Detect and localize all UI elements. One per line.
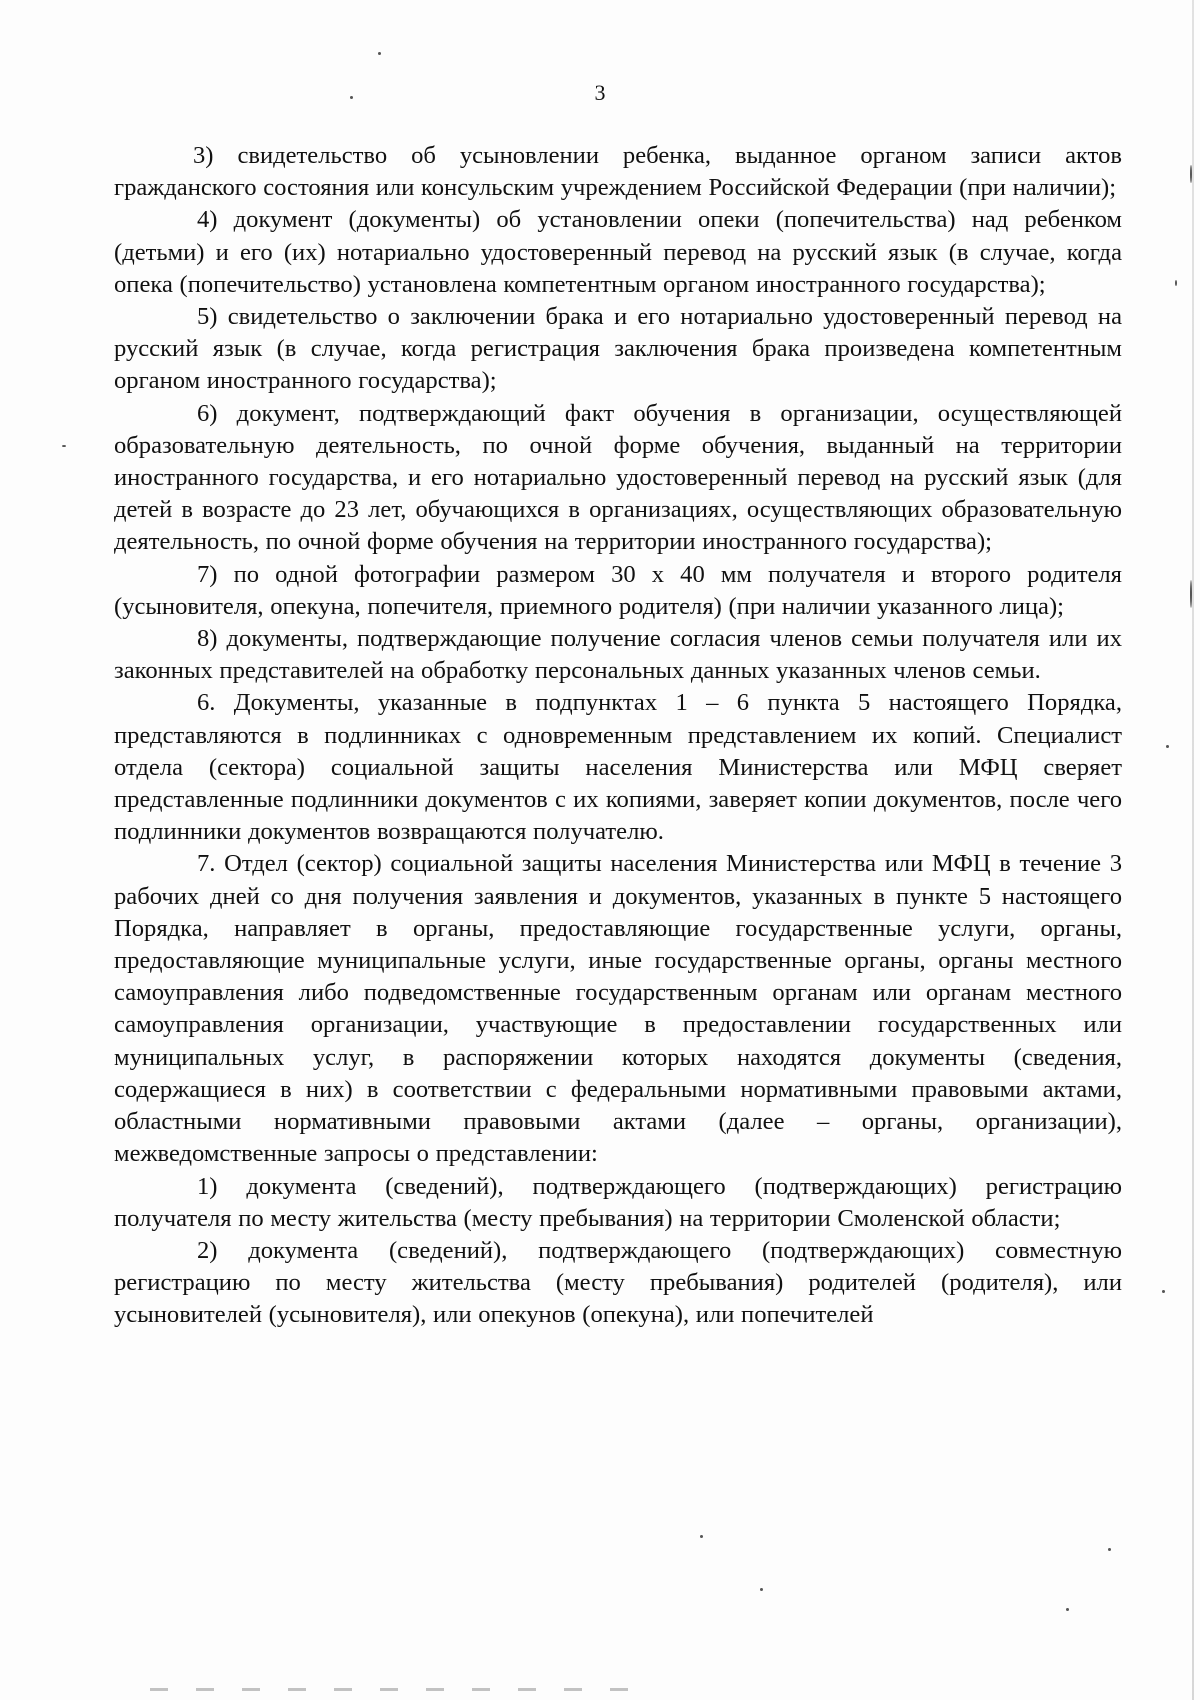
scan-edge-artifact [1192,0,1194,1700]
scan-speck [1066,1608,1069,1611]
scan-speck [1162,1290,1165,1293]
page-number: 3 [594,80,606,105]
paragraph-clause-7: 7. Отдел (сектор) социальной защиты населения Министерства или МФЦ в течение 3 рабочих дней со дня получения заявления и документов, указанных в пункте 5 настоящего Порядка, направляет в органы, предоставляющие государственные услуги, органы, предоставляющие муниципальные услуги, иные государственные органы, органы местного самоуправления либо подведомственные государственным органам или органам местного самоуправления организации, участвующие в предоставлении государственных или муниципальных услуг, в распоряжении которых находятся документы (сведения, содержащиеся в них) в соответствии с федеральными нормативными правовыми актами, областными нормативными правовыми актами (далее – органы, организации), межведомственные запросы о представлении: [114,850,1122,1168]
document-body [114,140,1122,1332]
paragraph-clause-6: 6. Документы, указанные в подпунктах 1 – 6 пункта 5 настоящего Порядка, представляются в подлинниках с одновременным представлением их копий. Специалист отдела (сектора) социальной защиты населения Министерства или МФЦ сверяет представленные подлинники документов с их копиями, заверяет копии документов, после чего подлинники документов возвращаются получателю. [114,689,1122,846]
paragraph-subitem-2: 2) документа (сведений), подтверждающего (подтверждающих) совместную регистрацию по месту жительства (месту пребывания) родителей (родителя), или усыновителей (усыновителя), или опекунов (опекуна), или попечителей [114,1236,1122,1329]
scan-speck [62,445,66,447]
paragraph-item-8: 8) документы, подтверждающие получение согласия членов семьи получателя или их законных представителей на обработку персональных данных указанных членов семьи. [114,625,1122,685]
scan-speck [350,96,353,99]
paragraph-item-6: 6) документ, подтверждающий факт обучения в организации, осуществляющей образовательную деятельность, по очной форме обучения, выданный на территории иностранного государства, и его нотариально удостоверенный перевод на русский язык (для детей в возрасте до 23 лет, обучающихся в организациях, осуществляющих образовательную деятельность, по очной форме обучения на территории иностранного государства); [114,399,1122,556]
paragraph-item-3: 3) свидетельство об усыновлении ребенка, выданное органом записи актов гражданского состояния или консульским учреждением Российской Федерации (при наличии); [114,142,1122,202]
scan-bottom-artifact [150,1688,650,1691]
scan-speck [1108,1548,1111,1551]
scan-speck [1166,745,1169,748]
scan-speck [1190,580,1192,608]
paragraph-subitem-1: 1) документа (сведений), подтверждающего (подтверждающих) регистрацию получателя по месту жительства (месту пребывания) на территории Смоленской области; [114,1172,1122,1232]
scan-speck [378,52,381,55]
paragraph-item-5: 5) свидетельство о заключении брака и его нотариально удостоверенный перевод на русский язык (в случае, когда регистрация заключения брака произведена компетентным органом иностранного государства); [114,303,1122,395]
paragraph-item-4: 4) документ (документы) об установлении опеки (попечительства) над ребенком (детьми) и его (их) нотариально удостоверенный перевод на русский язык (в случае, когда опека (попечительство) установлена компетентным органом иностранного государства); [114,206,1122,298]
scan-speck [1190,165,1192,183]
scan-speck [1175,280,1177,286]
scan-speck [760,1588,763,1591]
paragraph-item-7: 7) по одной фотографии размером 30 х 40 мм получателя и второго родителя (усыновителя, опекуна, попечителя, приемного родителя) (при наличии указанного лица); [114,560,1122,620]
scan-speck [700,1535,703,1538]
